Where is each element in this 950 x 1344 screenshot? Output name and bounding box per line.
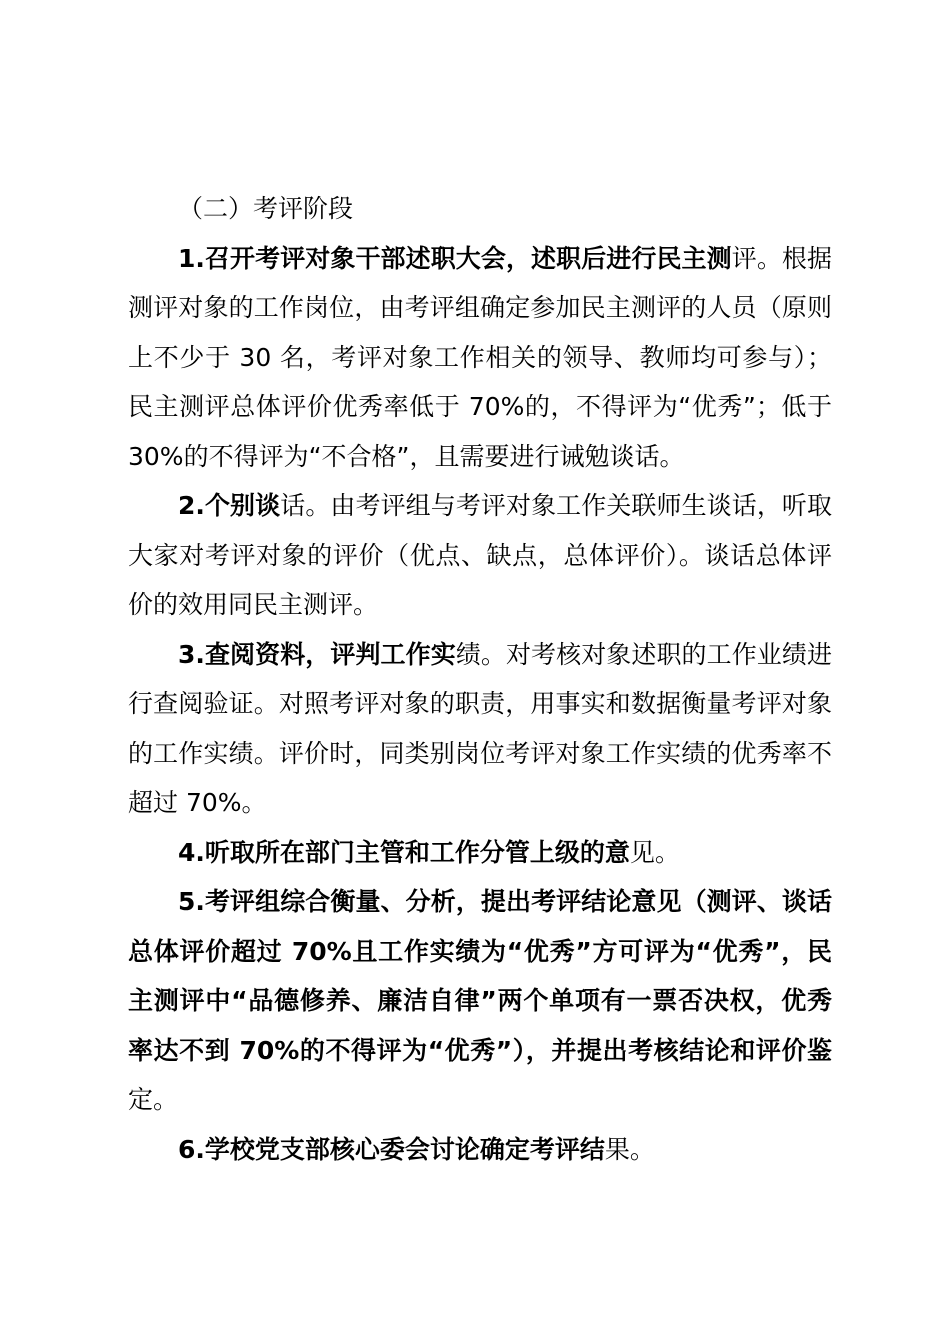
- item-3-bold-text: 3.查阅资料，评判工作实: [178, 639, 456, 669]
- item-3-text: 绩。对考核对象述职的工作业绩进行查阅验证。对照考评对象的职责，用事实和数据衡量考评对象的工作实绩。评价时，同类别岗位考评对象工作实绩的优秀率不超过 70%。: [128, 639, 832, 817]
- item-5-bold-text: 5.考评组综合衡量、分析，提出考评结论意见（测评、谈话总体评价超过 70%且工作实绩为“优秀”方可评为“优秀”，民主测评中“品德修养、廉洁自律”两个单项有一票否决权，优秀率达不到 70%的不得评为“优秀”），并提出考核结论和评价鉴: [128, 887, 832, 1065]
- item-5-text: 定。: [128, 1085, 179, 1114]
- item-4-bold-text: 4.听取所在部门主管和工作分管上级的意: [178, 837, 630, 867]
- item-6-bold-text: 6.学校党支部核心委会讨论确定考评结: [178, 1134, 605, 1164]
- item-6-text: 果。: [604, 1134, 655, 1164]
- paragraph-item-4: [128, 828, 832, 878]
- document-body: [128, 184, 832, 1174]
- section-heading: [128, 184, 832, 234]
- section-heading-text: （二）考评阶段: [178, 194, 354, 223]
- paragraph-item-6: [128, 1125, 832, 1175]
- paragraph-item-3: [128, 630, 832, 828]
- paragraph-item-2: [128, 481, 832, 630]
- paragraph-item-1: [128, 234, 832, 482]
- item-4-text: 见。: [629, 837, 680, 867]
- item-1-text: 评。根据测评对象的工作岗位，由考评组确定参加民主测评的人员（原则上不少于 30 名，考评对象工作相关的领导、教师均可参与）；民主测评总体评价优秀率低于 70%的，不得评为“优秀”；低于 30%的不得评为“不合格”，且需要进行诫勉谈话。: [128, 243, 832, 471]
- paragraph-item-5: [128, 877, 832, 1125]
- item-1-bold-text: 1.召开考评对象干部述职大会，述职后进行民主测: [178, 243, 732, 273]
- item-2-text: 话。由考评组与考评对象工作关联师生谈话，听取大家对考评对象的评价（优点、缺点，总体评价）。谈话总体评价的效用同民主测评。: [128, 491, 832, 619]
- item-2-bold-text: 2.个别谈: [178, 491, 281, 520]
